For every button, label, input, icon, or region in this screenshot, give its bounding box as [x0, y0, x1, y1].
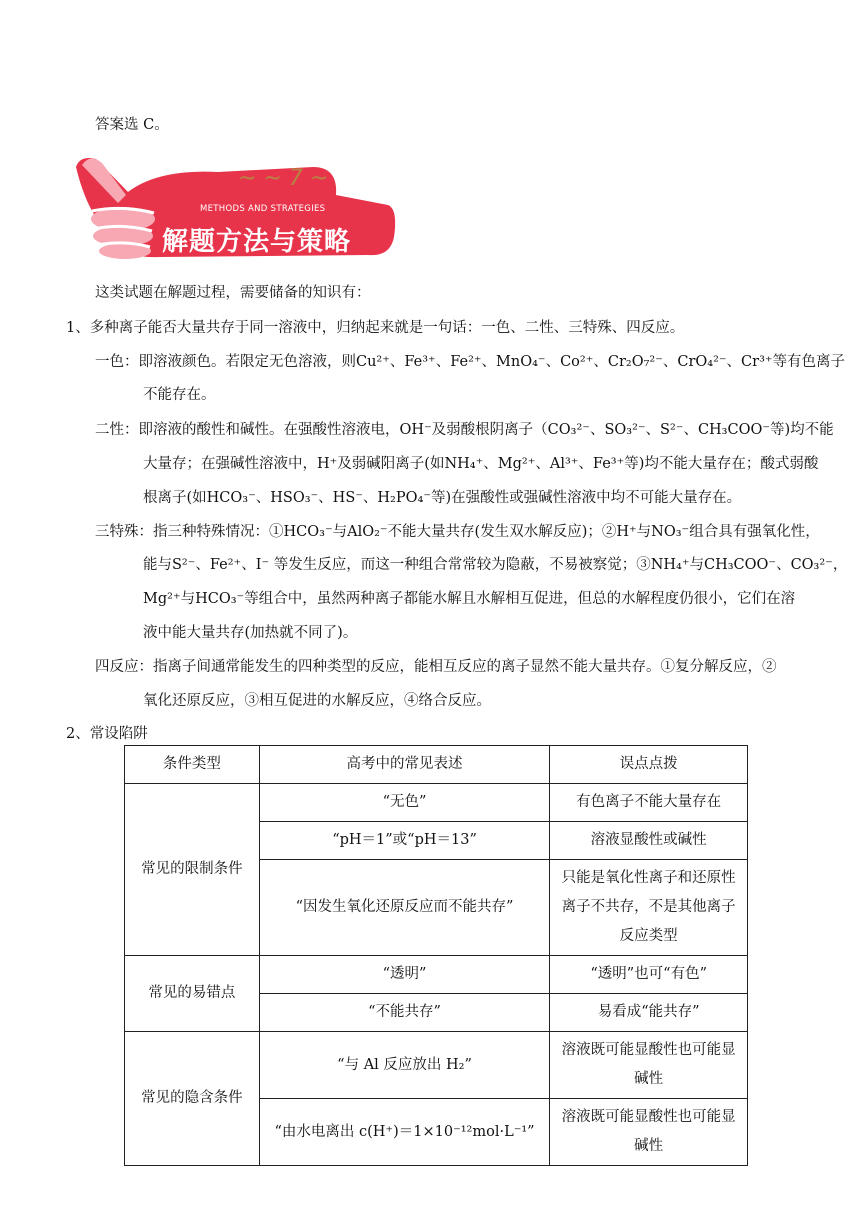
- tip-cell: 只能是氧化性离子和还原性离子不共存，不是其他离子反应类型: [550, 860, 748, 956]
- expression-cell: “与 Al 反应放出 H₂”: [259, 1032, 550, 1099]
- color-line-2: 不能存在。: [143, 387, 216, 403]
- methods-strategies-logo: [68, 147, 398, 265]
- color-line-1: [95, 350, 845, 371]
- point-1: 1、多种离子能否大量共存于同一溶液中，归纳起来就是一句话：一色、二性、三特殊、四反应。: [66, 320, 685, 336]
- trap-table: [124, 745, 748, 1166]
- tip-cell: 溶液既可能显酸性也可能显碱性: [550, 1099, 748, 1166]
- tip-cell: 易看成“能共存”: [550, 994, 748, 1032]
- colored-ions: Cu²⁺、Fe³⁺、Fe²⁺、MnO₄⁻、Co²⁺、Cr₂O₇²⁻、CrO₄²⁻、Cr³⁺: [356, 354, 773, 370]
- header-common-expression: 高考中的常见表述: [259, 746, 550, 784]
- react-line-1: 四反应：指离子间通常能发生的四种类型的反应，能相互反应的离子显然不能大量共存。①复分解反应，②: [95, 659, 777, 675]
- acid-line-1: 二性：即溶液的酸性和碱性。在强酸性溶液电，OH⁻及弱酸根阴离子（CO₃²⁻、SO₃²⁻、S²⁻、CH₃COO⁻等)均不能: [95, 422, 834, 438]
- group-type-cell: 常见的易错点: [125, 956, 260, 1032]
- table-row: [125, 784, 748, 822]
- tip-cell: 有色离子不能大量存在: [550, 784, 748, 822]
- logo-subtitle: METHODS AND STRATEGIES: [200, 204, 326, 214]
- special-line-3: Mg²⁺与HCO₃⁻等组合中，虽然两种离子都能水解且水解相互促进，但总的水解程度仍很小，它们在溶: [143, 591, 796, 607]
- special-line-4: 液中能大量共存(加热就不同了)。: [143, 625, 358, 641]
- group-type-cell: 常见的限制条件: [125, 784, 260, 956]
- acid-line-3: 根离子(如HCO₃⁻、HSO₃⁻、HS⁻、H₂PO₄⁻等)在强酸性或强碱性溶液中均不可能大量存在。: [143, 490, 742, 506]
- expression-cell: “由水电离出 c(H⁺)＝1×10⁻¹²mol·L⁻¹”: [259, 1099, 550, 1166]
- table-header-row: [125, 746, 748, 784]
- table-row: [125, 956, 748, 994]
- tip-cell: 溶液显酸性或碱性: [550, 822, 748, 860]
- color-suffix: 等有色离子: [772, 354, 846, 370]
- table-row: [125, 1032, 748, 1099]
- svg-text:~ ~ 7 ~: ~ ~ 7 ~: [238, 166, 329, 191]
- answer-line: 答案选 C。: [95, 117, 169, 133]
- header-error-tip: 误点点拨: [550, 746, 748, 784]
- header-condition-type: 条件类型: [125, 746, 260, 784]
- color-intro: 一色：即溶液颜色。若限定无色溶液，则: [95, 354, 356, 370]
- acid-line-2: 大量存；在强碱性溶液中，H⁺及弱碱阳离子(如NH₄⁺、Mg²⁺、Al³⁺、Fe³⁺等)均不能大量存在；酸式弱酸: [143, 456, 819, 472]
- intro-text: 这类试题在解题过程，需要储备的知识有：: [95, 285, 371, 301]
- expression-cell: “透明”: [259, 956, 550, 994]
- expression-cell: “因发生氧化还原反应而不能共存”: [259, 860, 550, 956]
- expression-cell: “无色”: [259, 784, 550, 822]
- tip-cell: “透明”也可“有色”: [550, 956, 748, 994]
- group-type-cell: 常见的隐含条件: [125, 1032, 260, 1166]
- expression-cell: “pH＝1”或“pH＝13”: [259, 822, 550, 860]
- special-line-2: 能与S²⁻、Fe²⁺、I⁻ 等发生反应，而这一种组合常常较为隐蔽，不易被察觉；③NH₄⁺与CH₃COO⁻、CO₃²⁻，: [143, 557, 848, 573]
- react-line-2: 氧化还原反应，③相互促进的水解反应，④络合反应。: [143, 693, 491, 709]
- logo-title: 解题方法与策略: [162, 227, 352, 257]
- point-2: 2、常设陷阱: [66, 726, 148, 742]
- tip-cell: 溶液既可能显酸性也可能显碱性: [550, 1032, 748, 1099]
- special-line-1: 三特殊：指三种特殊情况：①HCO₃⁻与AlO₂⁻不能大量共存(发生双水解反应)；②H⁺与NO₃⁻组合具有强氧化性，: [95, 524, 820, 540]
- expression-cell: “不能共存”: [259, 994, 550, 1032]
